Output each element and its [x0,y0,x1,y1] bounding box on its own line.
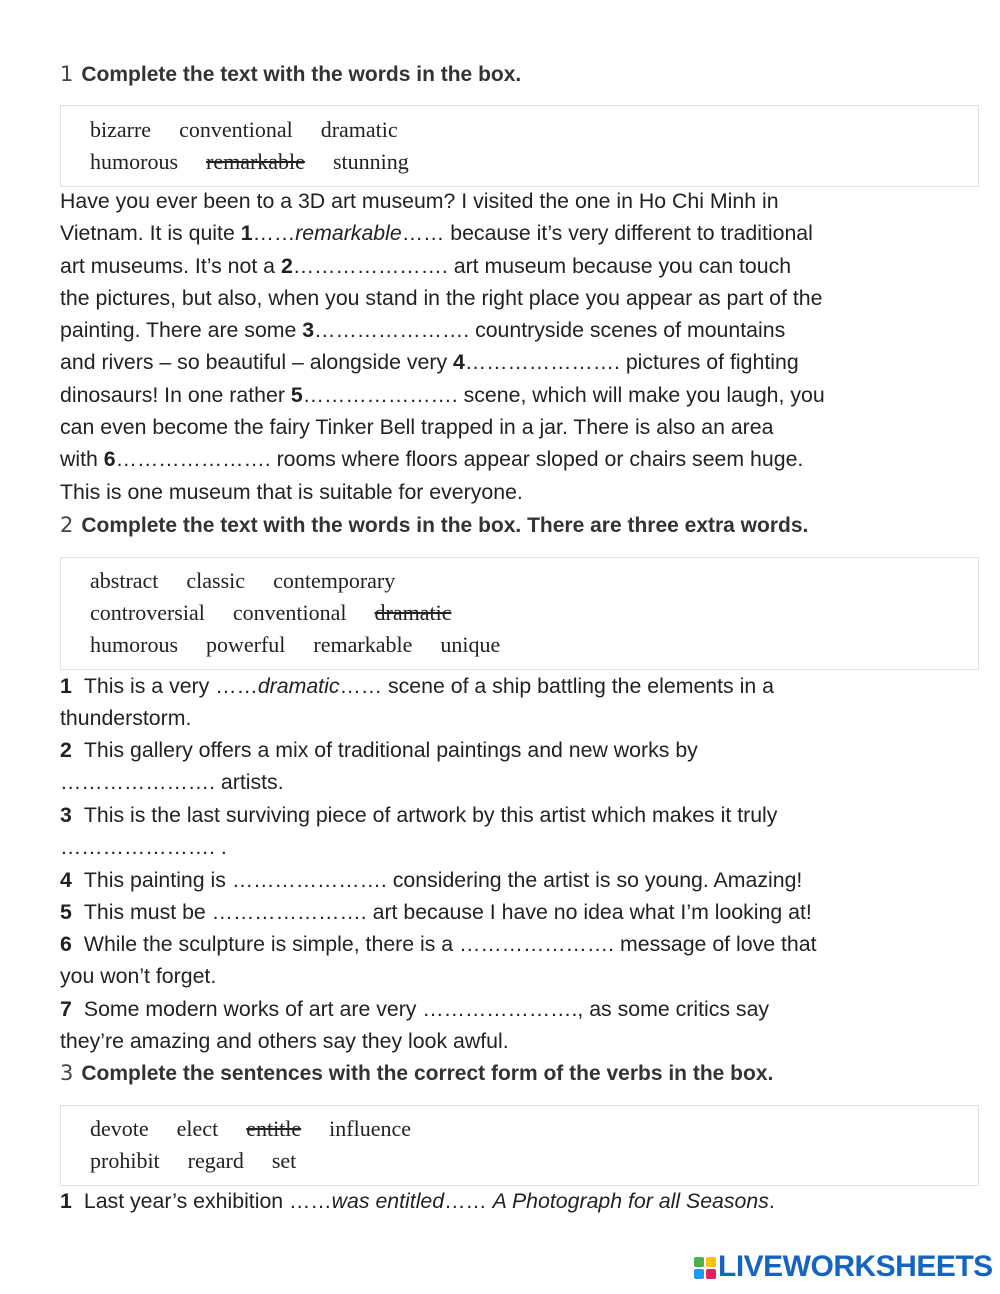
logo-text: LIVEWORKSHEETS [718,1250,993,1283]
word-option: abstract [90,568,159,593]
gap-number: 3 [302,318,315,343]
answer-gap[interactable]: …………………. pictures of fighting [464,350,799,375]
gap-number: 4 [453,350,465,375]
exercise-2-item-7: 7 Some modern works of art are very …………………., as some critics say they’re amazing and others say they look awful. [60,997,770,1054]
answer-gap[interactable]: …………………. countryside scenes of mountains [314,318,786,343]
logo-grid-icon [694,1257,718,1281]
exercise-instruction: Complete the sentences with the correct form of the verbs in the box. [81,1062,774,1085]
exercise-2-item-3: 3 This is the last surviving piece of artwork by this artist which makes it truly …………………. . [60,803,778,860]
gap-number: 6 [103,447,116,472]
word-option: contemporary [273,568,396,593]
word-box-line [90,116,426,144]
answer-sentence[interactable]: Some modern works of art are very …………………., as some critics say [83,997,770,1021]
gap-number: 2 [280,253,293,278]
answer-sentence[interactable]: While the sculpture is simple, there is a …………………. message of love that [83,932,817,956]
exercise-1-heading [60,60,521,89]
word-option: devote [90,1116,149,1141]
word-box-line [90,148,437,176]
exercise-3-item-1: 1 Last year’s exhibition ……was entitled…… A Photograph for all Seasons. [60,1189,775,1213]
answer-gap[interactable]: …………………. artists. [60,770,284,795]
exercise-number: 1 [60,62,74,86]
exercise-2-heading [60,511,808,540]
exercise-3-heading [60,1059,773,1088]
word-option: classic [186,568,246,593]
word-option: remarkable [313,632,413,657]
word-box-line [90,599,479,627]
gap-number: 5 [290,382,303,407]
word-option: set [271,1148,297,1173]
answer-sentence[interactable]: This painting is …………………. considering the artist is so young. Amazing! [83,868,803,892]
exercise-2-item-2: 2 This gallery offers a mix of traditional paintings and new works by …………………. artists. [60,738,698,795]
exercise-2-item-5: 5 This must be …………………. art because I have no idea what I’m looking at! [60,900,812,924]
exercise-instruction: Complete the text with the words in the box. [81,63,522,86]
example-answer: dramatic [257,674,340,698]
word-option: dramatic [320,117,398,142]
word-box-line [90,1147,324,1175]
word-option-used: dramatic [374,600,452,625]
word-option: unique [440,632,501,657]
answer-gap[interactable]: …………………. . [60,835,227,860]
exercise-2-item-4: 4 This painting is …………………. considering the artist is so young. Amazing! [60,868,803,892]
word-box-3 [60,1105,979,1186]
exercise-instruction: Complete the text with the words in the box. There are three extra words. [81,514,809,537]
word-option: conventional [232,600,347,625]
word-box-1 [60,105,979,187]
word-option-used: remarkable [206,149,305,174]
answer-gap[interactable]: …………………. rooms where floors appear sloped or chairs seem huge. [115,447,804,472]
exercise-number: 3 [60,1061,74,1085]
exercise-1-text: Have you ever been to a 3D art museum? I visited the one in Ho Chi Minh in Vietnam. It is quite 1……remarkable…… because it’s very different to traditional art museums. It’s not a 2…………………. art museum because you can touch the pictures, but also, when you stand in the right place you appear as part of the painting. There are some 3…………………. countryside scenes of mountains and rivers – so beautiful – alongside very 4…………………. pictures of fighting dinosaurs! In one rather 5…………………. scene, which will make you laugh, you can even become the fairy Tinker Bell trapped in a jar. There is also an area with 6…………………. rooms where floors appear sloped or chairs seem huge. This is one museum that is suitable for everyone. [60,189,825,504]
answer-gap[interactable]: …………………. scene, which will make you laugh, you [302,382,825,407]
word-option-used: entitle [246,1116,302,1141]
word-option: prohibit [90,1148,160,1173]
word-option: elect [176,1116,219,1141]
example-answer: remarkable [295,221,402,246]
word-box-line [90,1115,439,1143]
exhibition-title: A Photograph for all Seasons [492,1189,769,1213]
word-option: influence [329,1116,412,1141]
word-option: controversial [90,600,205,625]
gap-number: 1 [240,221,253,246]
word-option: conventional [179,117,293,142]
word-box-2 [60,557,979,670]
answer-gap[interactable]: …………………. art museum because you can touch [292,253,792,278]
answer-sentence[interactable]: This must be …………………. art because I have no idea what I’m looking at! [83,900,812,924]
example-answer: was entitled [331,1189,445,1213]
word-option: powerful [206,632,286,657]
word-box-line [90,567,423,595]
word-option: stunning [332,149,409,174]
word-option: humorous [90,149,178,174]
exercise-2-item-1: 1 This is a very ……dramatic…… scene of a ship battling the elements in a thunderstorm. [60,674,774,731]
word-option: humorous [90,632,178,657]
word-option: bizarre [90,117,152,142]
exercise-number: 2 [60,513,74,537]
word-option: regard [187,1148,244,1173]
word-box-line [90,631,528,659]
exercise-2-item-6: 6 While the sculpture is simple, there is a …………………. message of love that you won’t forget. [60,932,817,989]
